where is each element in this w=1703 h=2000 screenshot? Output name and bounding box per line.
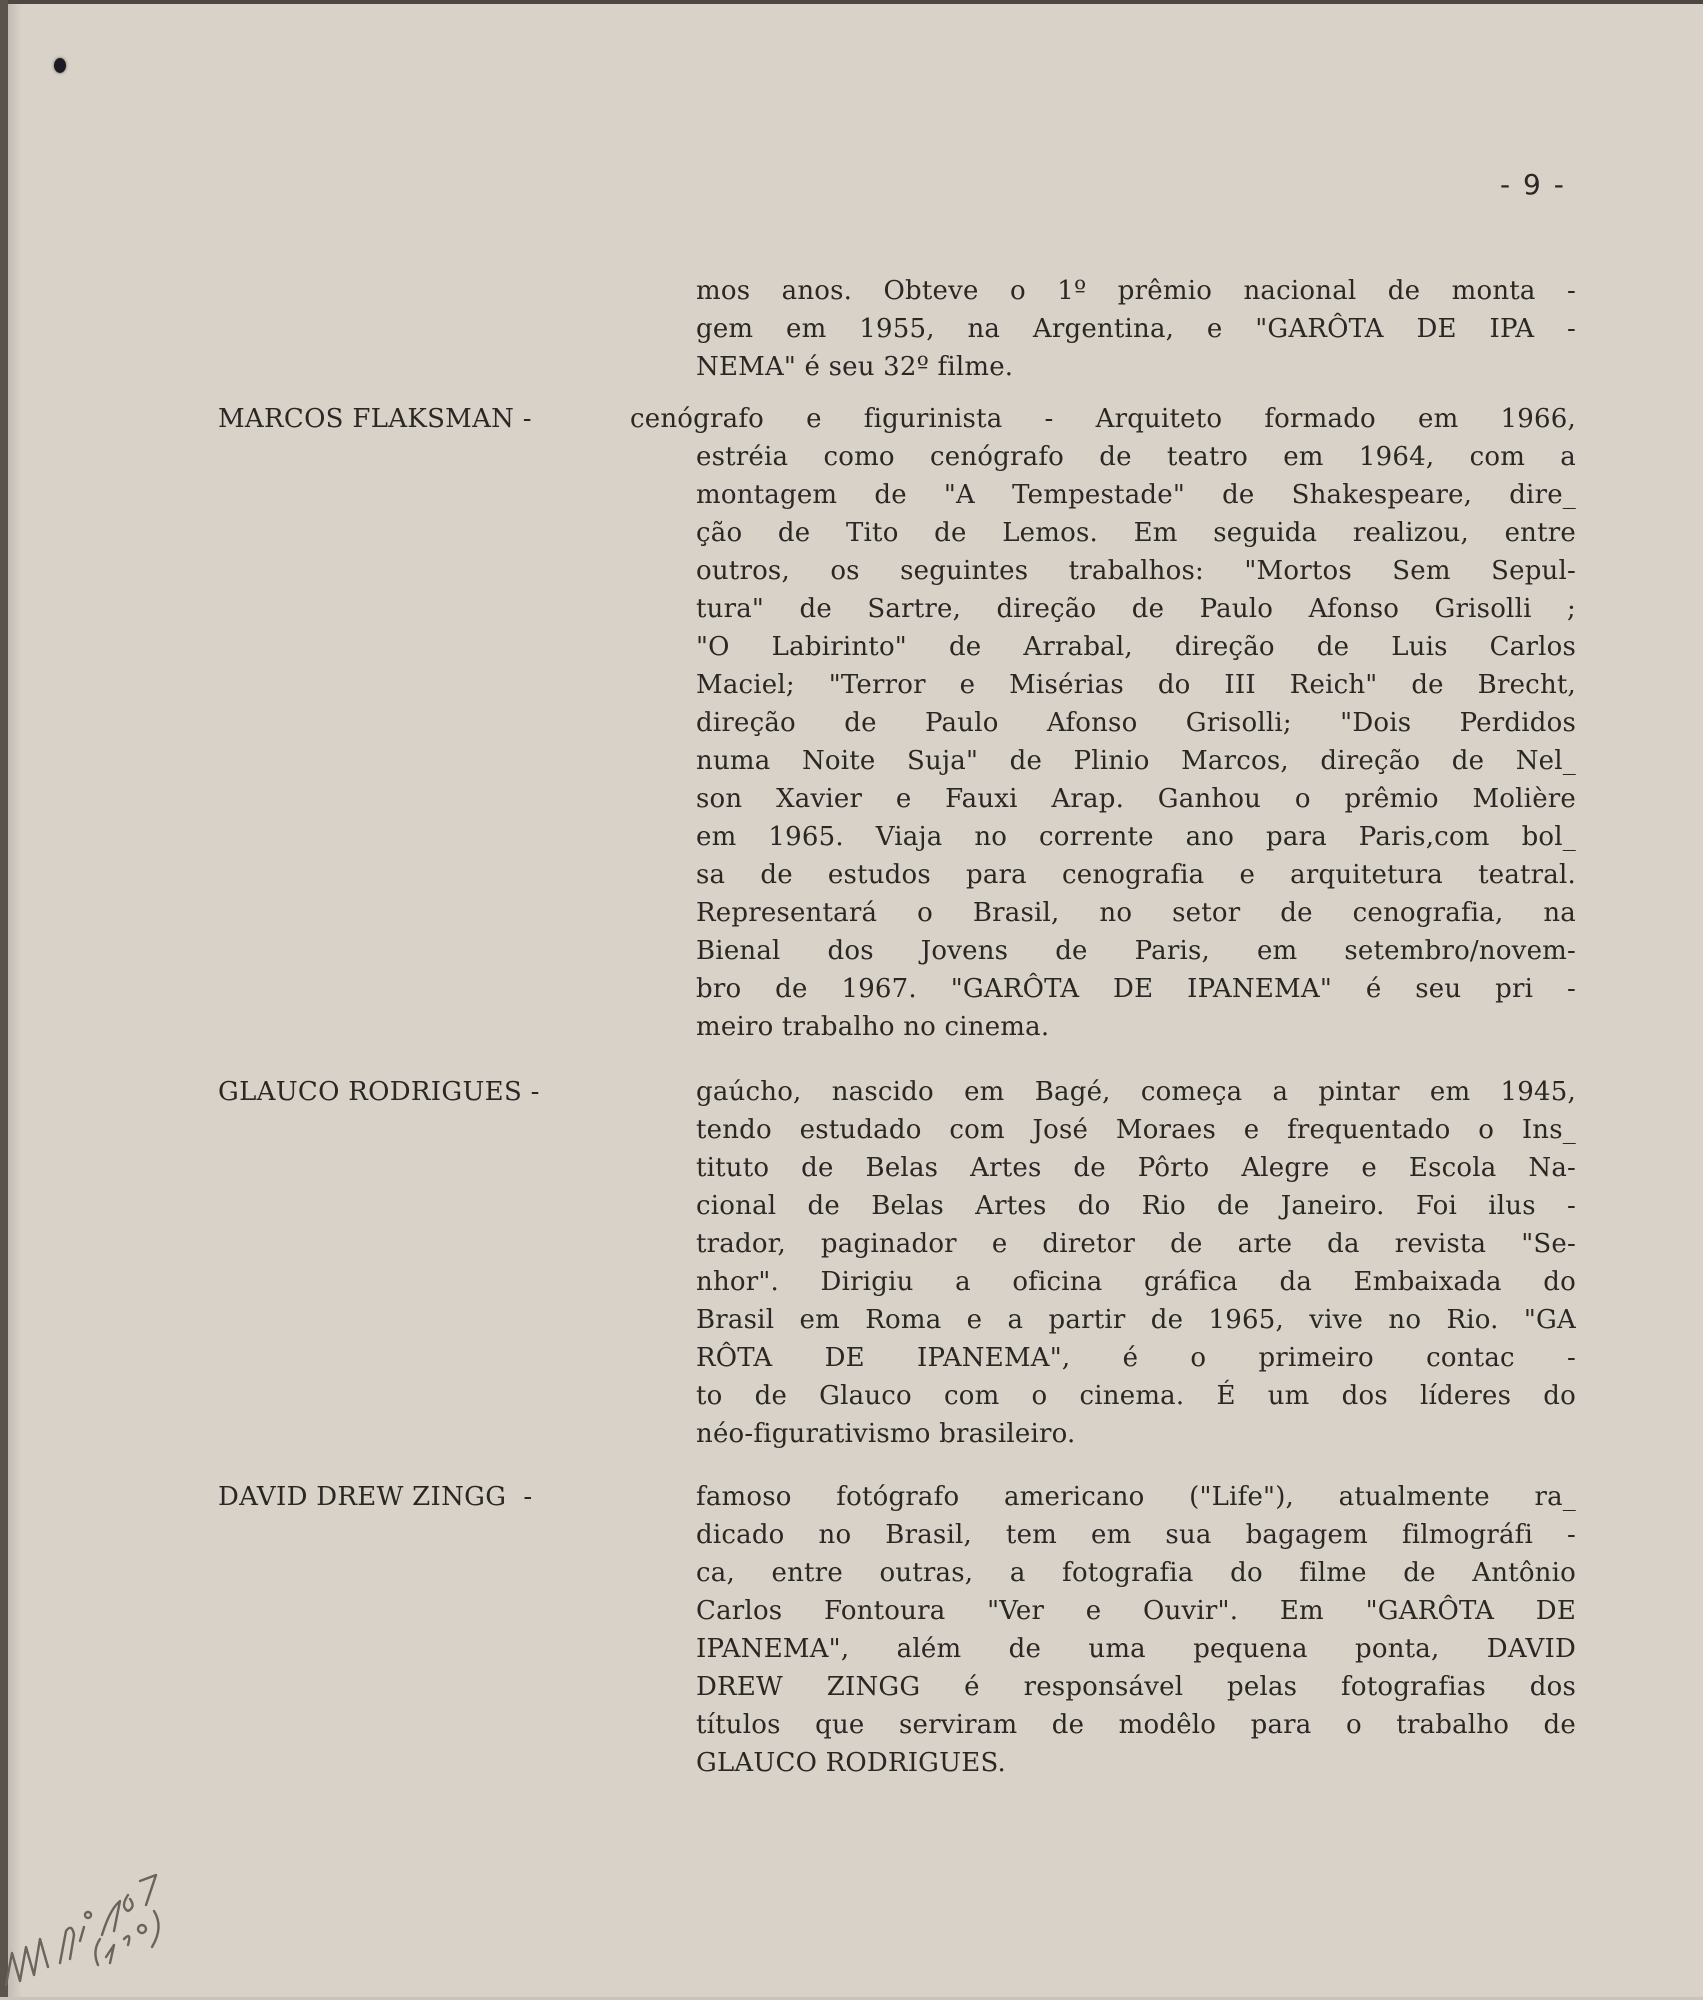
text-line: cional de Belas Artes do Rio de Janeiro. Foi ilus -	[696, 1191, 1576, 1221]
entry-body	[696, 1073, 1576, 1453]
text-line: Brasil em Roma e a partir de 1965, vive no Rio. "GA	[696, 1305, 1576, 1335]
entry-name: MARCOS FLAKSMAN -	[218, 404, 532, 434]
text-line: IPANEMA", além de uma pequena ponta, DAVID	[696, 1634, 1576, 1664]
page-number: - 9 -	[1500, 168, 1566, 201]
entry-body	[696, 1478, 1576, 1782]
text-line: néo-figurativismo brasileiro.	[696, 1419, 1076, 1449]
text-line: tendo estudado com José Moraes e frequentado o Ins_	[696, 1115, 1576, 1145]
annotation-text: MMº 167 (12º)	[2, 1835, 10, 1836]
text-line: gaúcho, nascido em Bagé, começa a pintar em 1945,	[696, 1077, 1576, 1107]
text-line: em 1965. Viaja no corrente ano para Paris,com bol_	[696, 822, 1576, 852]
punch-hole-mark	[54, 58, 66, 73]
text-line: numa Noite Suja" de Plinio Marcos, direção de Nel_	[696, 746, 1576, 776]
text-line: outros, os seguintes trabalhos: "Mortos Sem Sepul-	[696, 556, 1576, 586]
text-line: Bienal dos Jovens de Paris, em setembro/novem-	[696, 936, 1576, 966]
text-line: meiro trabalho no cinema.	[696, 1012, 1050, 1042]
entry-first-line: cenógrafo e figurinista - Arquiteto formado em 1966,	[630, 404, 1576, 434]
intro-lines	[696, 272, 1576, 386]
text-line: NEMA" é seu 32º filme.	[696, 352, 1014, 382]
pencil-scribble	[6, 1875, 159, 1985]
text-line: Carlos Fontoura "Ver e Ouvir". Em "GARÔTA DE	[696, 1596, 1576, 1626]
text-line: tituto de Belas Artes de Pôrto Alegre e Escola Na-	[696, 1153, 1576, 1183]
text-line: son Xavier e Fauxi Arap. Ganhou o prêmio Molière	[696, 784, 1576, 814]
text-line: direção de Paulo Afonso Grisolli; "Dois Perdidos	[696, 708, 1576, 738]
text-line: RÔTA DE IPANEMA", é o primeiro contac -	[696, 1343, 1576, 1373]
text-line: trador, paginador e diretor de arte da revista "Se-	[696, 1229, 1576, 1259]
text-line: nhor". Dirigiu a oficina gráfica da Embaixada do	[696, 1267, 1576, 1297]
text-line: bro de 1967. "GARÔTA DE IPANEMA" é seu pri -	[696, 974, 1576, 1004]
paper-left-edge	[0, 0, 8, 2000]
text-line: GLAUCO RODRIGUES.	[696, 1748, 1006, 1778]
text-line: títulos que serviram de modêlo para o trabalho de	[696, 1710, 1576, 1740]
text-line: estréia como cenógrafo de teatro em 1964, com a	[696, 442, 1576, 472]
text-line: montagem de "A Tempestade" de Shakespeare, dire_	[696, 480, 1576, 510]
text-line: Representará o Brasil, no setor de cenografia, na	[696, 898, 1576, 928]
text-line: ca, entre outras, a fotografia do filme de Antônio	[696, 1558, 1576, 1588]
text-line: gem em 1955, na Argentina, e "GARÔTA DE IPA -	[696, 314, 1576, 344]
entry-name: DAVID DREW ZINGG -	[218, 1482, 533, 1512]
entry-name: GLAUCO RODRIGUES -	[218, 1077, 540, 1107]
text-line: tura" de Sartre, direção de Paulo Afonso Grisolli ;	[696, 594, 1576, 624]
text-line: ção de Tito de Lemos. Em seguida realizou, entre	[696, 518, 1576, 548]
text-line: to de Glauco com o cinema. É um dos líderes do	[696, 1381, 1576, 1411]
entry-first-line-wrap	[630, 400, 1576, 438]
text-line: famoso fotógrafo americano ("Life"), atualmente ra_	[696, 1482, 1576, 1512]
text-line: DREW ZINGG é responsável pelas fotografias dos	[696, 1672, 1576, 1702]
text-line: "O Labirinto" de Arrabal, direção de Luis Carlos	[696, 632, 1576, 662]
entry-body	[696, 438, 1576, 1046]
text-line: mos anos. Obteve o 1º prêmio nacional de monta -	[696, 276, 1576, 306]
text-line: sa de estudos para cenografia e arquitetura teatral.	[696, 860, 1576, 890]
text-line: Maciel; "Terror e Misérias do III Reich" de Brecht,	[696, 670, 1576, 700]
handwritten-annotation	[2, 1835, 202, 1995]
text-line: dicado no Brasil, tem em sua bagagem filmográfi -	[696, 1520, 1576, 1550]
